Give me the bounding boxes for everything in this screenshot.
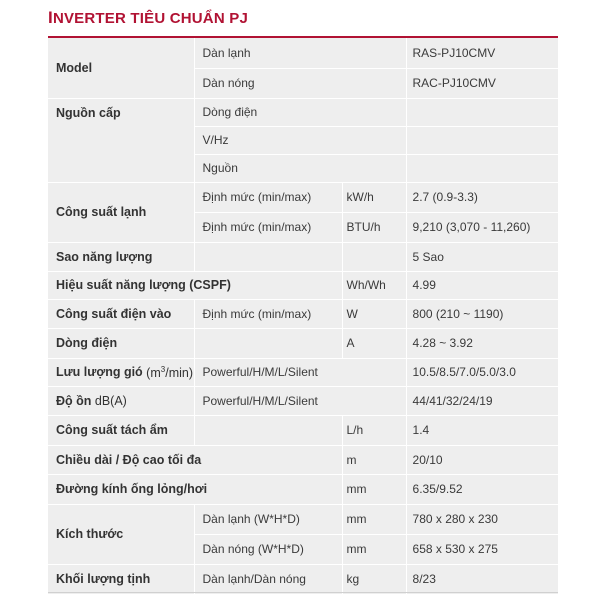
power-supply-value-1 — [406, 98, 558, 126]
net-weight-unit: kg — [342, 564, 406, 594]
current-sub — [194, 328, 342, 358]
row-label-dimensions: Kích thước — [48, 504, 194, 564]
spec-table — [48, 38, 558, 595]
row-label-pipe-length: Chiều dài / Độ cao tối đa — [48, 445, 342, 474]
airflow-unit-sup: 3 — [160, 364, 166, 374]
title-first-letter: I — [48, 8, 53, 27]
table-row-power-input — [48, 299, 558, 328]
page-title — [48, 8, 248, 28]
noise-label-unit: dB(A) — [91, 393, 127, 408]
net-weight-sub: Dàn lạnh/Dàn nóng — [194, 564, 342, 594]
dimensions-outdoor-sub: Dàn nóng (W*H*D) — [194, 534, 342, 564]
model-indoor-label: Dàn lạnh — [194, 38, 406, 68]
row-label-noise — [48, 386, 194, 415]
pipe-length-value: 20/10 — [406, 445, 558, 474]
dimensions-indoor-unit: mm — [342, 504, 406, 534]
cooling-btu-unit: BTU/h — [342, 212, 406, 242]
dimensions-indoor-value: 780 x 280 x 230 — [406, 504, 558, 534]
row-label-power-supply: Nguồn cấp — [48, 98, 194, 182]
dehumidification-sub — [194, 415, 342, 445]
table-row-cooling-kw — [48, 182, 558, 212]
cooling-kw-unit: kW/h — [342, 182, 406, 212]
table-row-dehumidification — [48, 415, 558, 445]
noise-sub: Powerful/H/M/L/Silent — [194, 386, 406, 415]
cooling-btu-value: 9,210 (3,070 - 11,260) — [406, 212, 558, 242]
row-label-cspf: Hiệu suất năng lượng (CSPF) — [48, 271, 342, 299]
row-label-energy-stars: Sao năng lượng — [48, 242, 194, 271]
power-supply-sub-3: Nguồn — [194, 154, 406, 182]
airflow-unit-close: /min) — [165, 365, 193, 380]
model-outdoor-label: Dàn nóng — [194, 68, 406, 98]
row-label-power-input: Công suất điện vào — [48, 299, 194, 328]
current-value: 4.28 ~ 3.92 — [406, 328, 558, 358]
table-row-net-weight — [48, 564, 558, 594]
cooling-kw-value: 2.7 (0.9-3.3) — [406, 182, 558, 212]
table-row-pipe-diameter — [48, 474, 558, 504]
table-row-current — [48, 328, 558, 358]
table-row-airflow — [48, 358, 558, 386]
airflow-unit-open: (m — [142, 365, 161, 380]
table-row-dimensions-indoor — [48, 504, 558, 534]
table-row-power-supply-1 — [48, 98, 558, 126]
dimensions-outdoor-value: 658 x 530 x 275 — [406, 534, 558, 564]
row-label-model: Model — [48, 38, 194, 98]
pipe-length-unit: m — [342, 445, 406, 474]
row-label-airflow — [48, 358, 194, 386]
noise-label-text: Độ ồn — [56, 393, 92, 408]
row-label-cooling-capacity: Công suất lạnh — [48, 182, 194, 242]
pipe-diameter-unit: mm — [342, 474, 406, 504]
airflow-value: 10.5/8.5/7.0/5.0/3.0 — [406, 358, 558, 386]
net-weight-value: 8/23 — [406, 564, 558, 594]
table-bottom-divider — [48, 592, 558, 593]
row-label-dehumidification: Công suất tách ẩm — [48, 415, 194, 445]
row-label-net-weight: Khối lượng tịnh — [48, 564, 194, 594]
table-row-model-indoor — [48, 38, 558, 68]
cooling-kw-sub: Định mức (min/max) — [194, 182, 342, 212]
title-rest: NVERTER TIÊU CHUẨN PJ — [52, 10, 248, 27]
pipe-diameter-value: 6.35/9.52 — [406, 474, 558, 504]
row-label-pipe-diameter: Đường kính ống lỏng/hơi — [48, 474, 342, 504]
noise-value: 44/41/32/24/19 — [406, 386, 558, 415]
table-row-energy-stars — [48, 242, 558, 271]
dehumidification-value: 1.4 — [406, 415, 558, 445]
energy-stars-unit — [342, 242, 406, 271]
cspf-unit: Wh/Wh — [342, 271, 406, 299]
cspf-value: 4.99 — [406, 271, 558, 299]
row-label-current: Dòng điện — [48, 328, 194, 358]
table-row-noise — [48, 386, 558, 415]
dimensions-outdoor-unit: mm — [342, 534, 406, 564]
power-input-unit: W — [342, 299, 406, 328]
power-supply-value-2 — [406, 126, 558, 154]
model-outdoor-value: RAC-PJ10CMV — [406, 68, 558, 98]
power-input-value: 800 (210 ~ 1190) — [406, 299, 558, 328]
current-unit: A — [342, 328, 406, 358]
energy-stars-sub — [194, 242, 342, 271]
airflow-label-text: Lưu lượng gió — [56, 365, 143, 380]
model-indoor-value: RAS-PJ10CMV — [406, 38, 558, 68]
table-row-cspf — [48, 271, 558, 299]
power-supply-sub-1: Dòng điện — [194, 98, 406, 126]
power-supply-sub-2: V/Hz — [194, 126, 406, 154]
dimensions-indoor-sub: Dàn lạnh (W*H*D) — [194, 504, 342, 534]
energy-stars-value: 5 Sao — [406, 242, 558, 271]
cooling-btu-sub: Định mức (min/max) — [194, 212, 342, 242]
airflow-sub: Powerful/H/M/L/Silent — [194, 358, 406, 386]
power-input-sub: Định mức (min/max) — [194, 299, 342, 328]
airflow-label-unit — [143, 366, 193, 380]
dehumidification-unit: L/h — [342, 415, 406, 445]
table-row-pipe-length — [48, 445, 558, 474]
power-supply-value-3 — [406, 154, 558, 182]
